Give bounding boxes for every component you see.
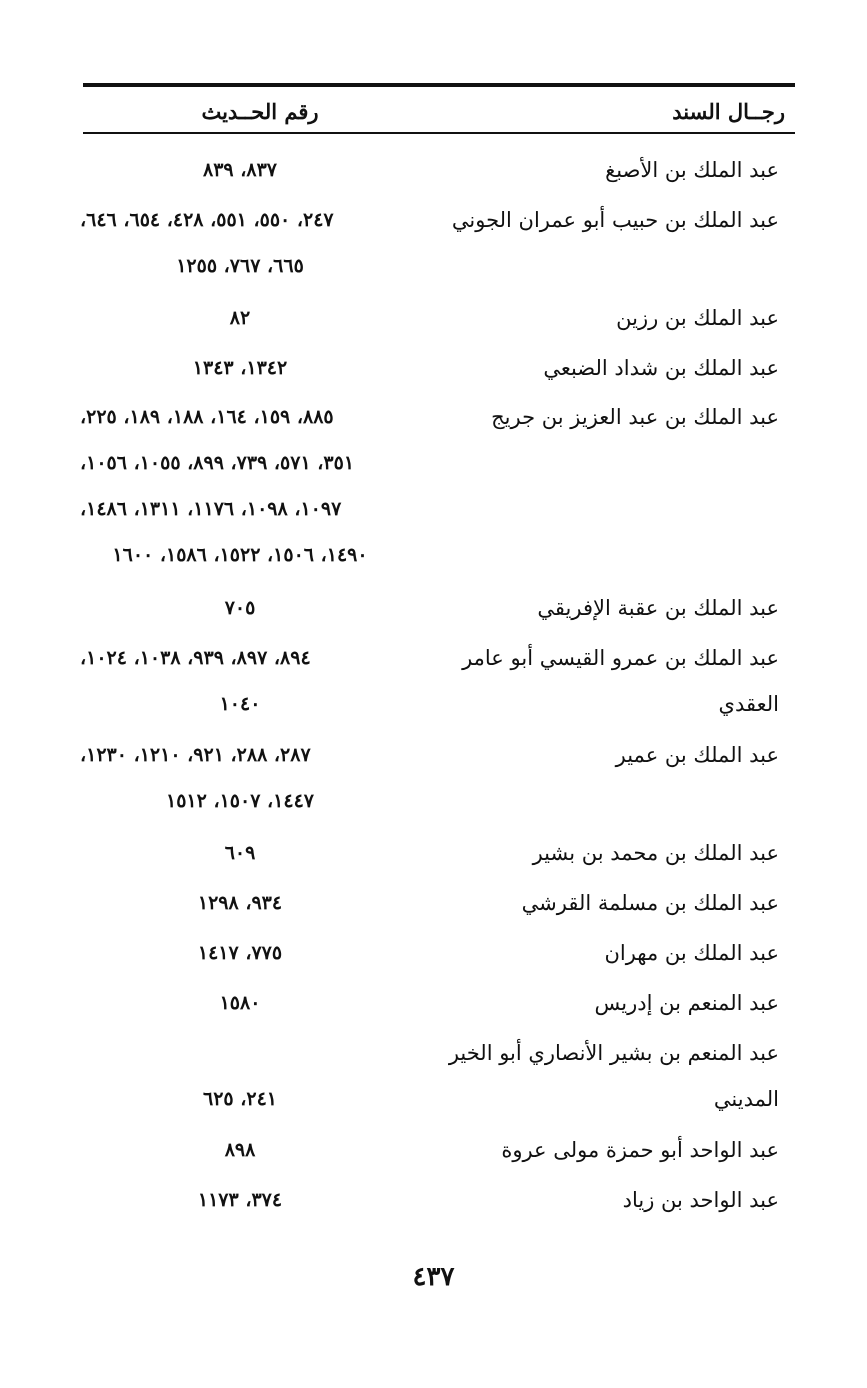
hadith-numbers: ٨٨٥، ١٥٩، ١٦٤، ١٨٨، ١٨٩، ٢٢٥، <box>80 406 334 428</box>
hadith-numbers: ٣٥١، ٥٧١، ٧٣٩، ٨٩٩، ١٠٥٥، ١٠٥٦، <box>80 452 355 474</box>
narrator-name: عبد المنعم بن بشير الأنصاري أبو الخير <box>448 1041 779 1065</box>
hadith-numbers: ٨٣٧، ٨٣٩ <box>203 159 277 181</box>
narrator-name: عبد الملك بن عمرو القيسي أبو عامر <box>462 646 779 670</box>
narrator-name: العقدي <box>718 692 779 716</box>
hadith-numbers: ٣٧٤، ١١٧٣ <box>197 1189 283 1211</box>
hadith-numbers: ٨٩٨ <box>224 1139 256 1161</box>
hadith-numbers: ٨٢ <box>229 307 251 329</box>
narrator-name: عبد الملك بن مهران <box>604 941 779 965</box>
hadith-numbers: ٦٠٩ <box>224 842 256 864</box>
hadith-numbers: ٨٩٤، ٨٩٧، ٩٣٩، ١٠٣٨، ١٠٢٤، <box>80 647 311 669</box>
header-rule <box>83 132 795 134</box>
top-rule <box>83 83 795 87</box>
narrator-name: عبد الملك بن رزين <box>616 306 779 330</box>
hadith-numbers: ١٤٩٠، ١٥٠٦، ١٥٢٢، ١٥٨٦، ١٦٠٠ <box>112 544 368 566</box>
hadith-numbers: ٧٧٥، ١٤١٧ <box>197 942 283 964</box>
page-number: ٤٣٧ <box>412 1262 455 1292</box>
narrator-name: عبد الواحد بن زياد <box>622 1188 779 1212</box>
narrator-name: عبد الملك بن عبد العزيز بن جريج <box>491 405 779 429</box>
narrators-column-header: رجــال السند <box>672 99 785 124</box>
hadith-numbers: ٢٤٧، ٥٥٠، ٥٥١، ٤٢٨، ٦٥٤، ٦٤٦، <box>80 209 334 231</box>
hadith-numbers: ١٣٤٢، ١٣٤٣ <box>192 357 288 379</box>
narrator-name: عبد الملك بن حبيب أبو عمران الجوني <box>451 208 779 232</box>
narrator-name: المديني <box>713 1087 779 1111</box>
hadith-number-column-header: رقم الحــديث <box>201 99 319 124</box>
hadith-numbers: ٩٣٤، ١٢٩٨ <box>197 892 283 914</box>
hadith-numbers: ٢٤١، ٦٢٥ <box>203 1088 277 1110</box>
narrator-name: عبد الملك بن عمير <box>615 743 779 767</box>
hadith-numbers: ٧٠٥ <box>224 597 256 619</box>
narrator-name: عبد الملك بن مسلمة القرشي <box>521 891 779 915</box>
hadith-numbers: ٢٨٧، ٢٨٨، ٩٢١، ١٢١٠، ١٢٣٠، <box>80 744 311 766</box>
narrator-name: عبد الملك بن الأصبغ <box>605 158 779 182</box>
hadith-numbers: ١٠٩٧، ١٠٩٨، ١١٧٦، ١٣١١، ١٤٨٦، <box>80 498 342 520</box>
narrator-name: عبد الواحد أبو حمزة مولى عروة <box>501 1138 779 1162</box>
hadith-numbers: ١٥٨٠ <box>219 992 261 1014</box>
narrator-name: عبد الملك بن عقبة الإفريقي <box>537 596 779 620</box>
hadith-numbers: ١٠٤٠ <box>219 693 261 715</box>
narrator-name: عبد الملك بن شداد الضبعي <box>543 356 779 380</box>
narrator-name: عبد المنعم بن إدريس <box>594 991 779 1015</box>
hadith-numbers: ٦٦٥، ٧٦٧، ١٢٥٥ <box>176 255 304 277</box>
narrator-name: عبد الملك بن محمد بن بشير <box>532 841 779 865</box>
hadith-numbers: ١٤٤٧، ١٥٠٧، ١٥١٢ <box>166 790 314 812</box>
